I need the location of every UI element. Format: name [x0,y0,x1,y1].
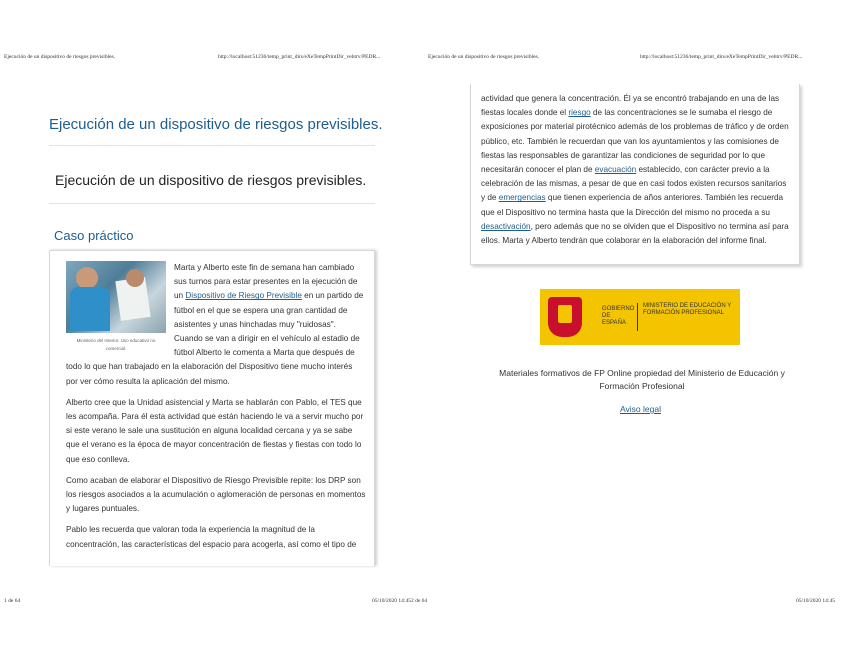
divider [49,203,375,204]
link-desactivacion[interactable]: desactivación [481,221,531,231]
section-title: Ejecución de un dispositivo de riesgos previsibles. [55,172,367,188]
site-title: Ejecución de un dispositivo de riesgos previsibles. [49,116,383,133]
paragraph: Pablo les recuerda que valoran toda la experiencia la magnitud de la concentración, las características del espacio para acogerla, así como el tipo de [66,525,357,549]
print-header-left-title: Ejecución de un dispositivo de riesgos previsibles. [4,54,116,60]
case-box-continued [470,84,800,265]
paragraph: Marta y Alberto este fin de semana han cambiado sus turnos para estar presentes en la ejecución de un Dispositivo de Riesgo Previsible en un partido de fútbol en el que se espera una gran cantidad de asistentes y unas hinchadas muy "ruidosas". Cuando se van a dirigir en el vehículo al estadio de fútbol Alberto le comenta a Marta que después de todo lo que han trabajado en la elaboración del Dispositivo tiene mucho interés por ver cómo resulta la aplicación del mismo. [66,263,364,386]
print-header-right-title: Ejecución de un dispositivo de riesgos previsibles. [428,54,540,60]
print-header-left-url: http://localhost:51236/temp_print_dirs/eXeTempPrintDir_vehtrv/PEDR... [218,54,381,60]
link-emergencias[interactable]: emergencias [498,193,546,203]
link-riesgo[interactable]: riesgo [568,108,591,118]
paragraph: Alberto cree que la Unidad asistencial y Marta se hablarán con Pablo, el TES que les acompaña. Para él esta actividad que están haciendo le va a servir mucho por si este verano le sale una sustitución en alguna localidad cercana y ya se sabe que el verano es la época de mayor concentración de fiestas y fiestas con todo lo que eso conlleva. [66,397,364,464]
case-photo [66,261,166,333]
logo-ministerio-text: MINISTERIO DE EDUCACIÓN Y FORMACIÓN PROFESIONAL [643,303,732,316]
coat-of-arms-icon [548,297,582,337]
photo-caption: Ministerio del Interior. Uso educativo no comercial. [76,338,156,351]
print-header-right-url: http://localhost:51236/temp_print_dirs/eXeTempPrintDir_vehtrv/PEDR... [640,54,803,60]
print-footer-center: 05/10/2020 14:452 de 64 [372,598,428,604]
legal-link[interactable]: Aviso legal [620,404,661,414]
paragraph: Como acaban de elaborar el Dispositivo de Riesgo Previsible repite: los DRP son los riesgos asociados a la acumulación o aglomeración de personas en momentos y lugares puntuales. [66,475,366,514]
logo-gobierno-text: GOBIERNO DE ESPAÑA [602,306,635,326]
materials-text: Materiales formativos de FP Online propiedad del Ministerio de Educación y Formación Profesional [499,368,785,391]
divider [49,145,375,146]
paragraph: actividad que genera la concentración. Él ya se encontró trabajando en una de las fiestas locales donde el riesgo de las concentraciones se le sumaba el riesgo de exposiciones por material pirotécnico además de los problemas de tráfico y de orden público, etc. También le recuerdan que van los ayuntamientos y las comisiones de fiestas las responsables de garantizar las condiciones de seguridad por lo que necesitarán conocer el plan de evacuación establecido, con carácter previo a la celebración de las mismas, a pesar de que en casi todos existen recursos sanitarios y de emergencias que tienen experiencia de años anteriores. También les recuerda que el Dispositivo no termina hasta que la Dirección del mismo no proceda a su desactivación, pero además que no se olviden que el Dispositivo no termina así para ellos. Marta y Alberto tendrán que colaborar en la elaboración del informe final. [481,94,789,246]
print-footer-left-page: 1 de 64 [4,598,21,604]
print-footer-right-date: 05/10/2020 14:45 [796,598,835,604]
ministry-logo [540,289,740,345]
link-dispositivo[interactable]: Dispositivo de Riesgo Previsible [185,291,302,301]
link-evacuacion[interactable]: evacuación [594,165,637,175]
case-heading: Caso práctico [54,228,134,243]
logo-divider [637,303,638,331]
case-box [49,250,375,566]
